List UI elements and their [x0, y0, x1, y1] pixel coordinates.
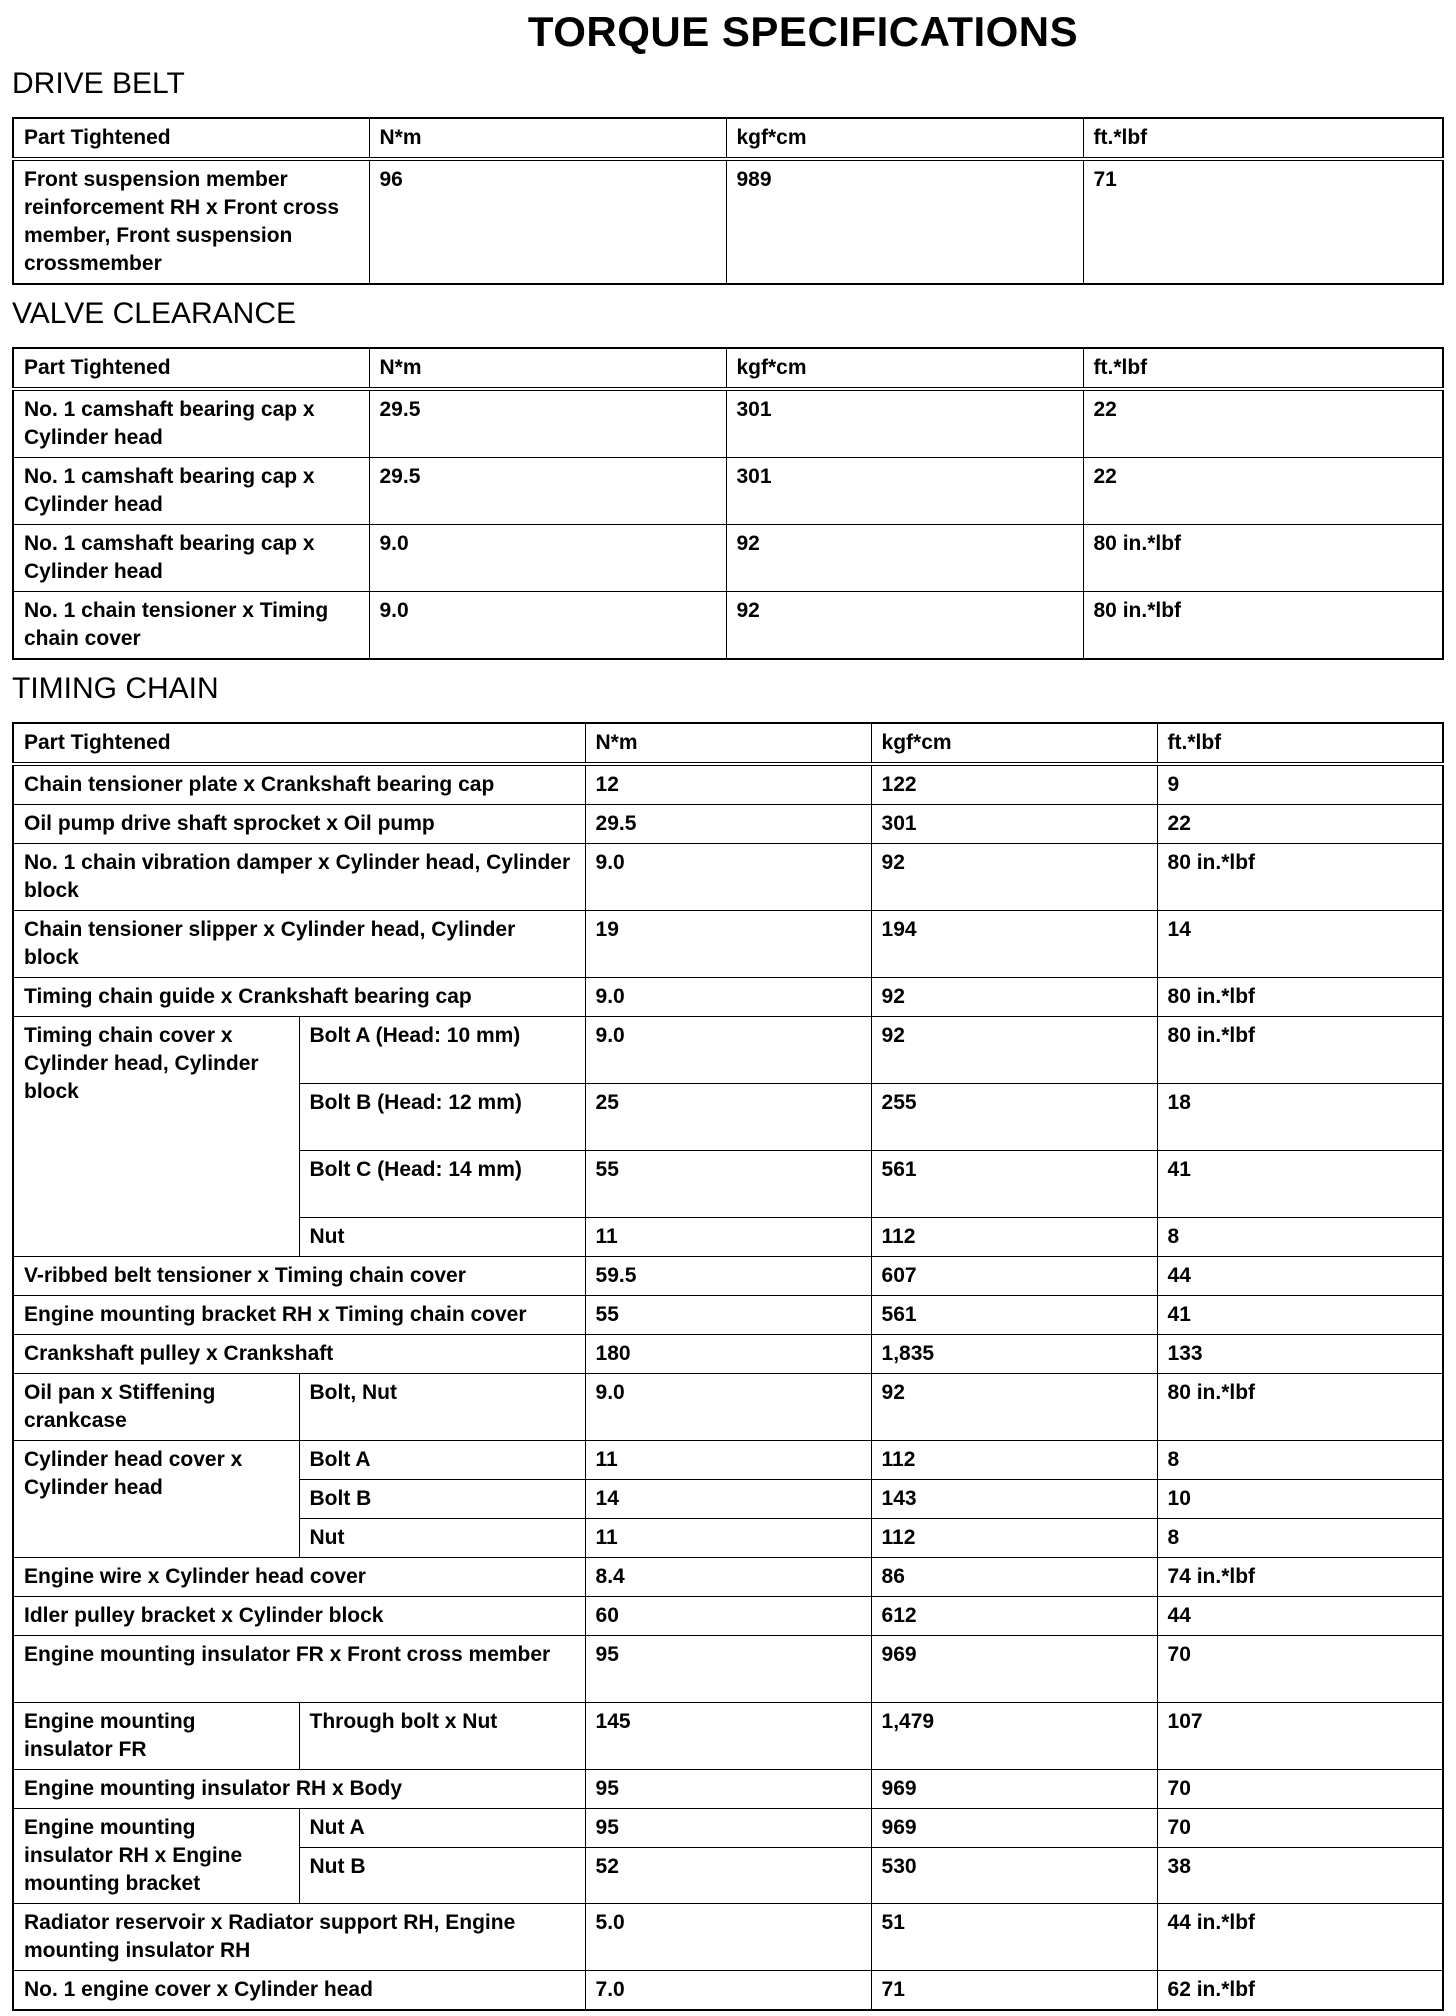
- nm-cell: 180: [585, 1335, 871, 1374]
- ftlbf-cell: 80 in.*lbf: [1157, 844, 1443, 911]
- fastener-cell: Through bolt x Nut: [299, 1703, 585, 1770]
- part-cell: No. 1 chain tensioner x Timing chain cover: [13, 592, 369, 660]
- kgfcm-cell: 112: [871, 1441, 1157, 1480]
- fastener-cell: Bolt B (Head: 12 mm): [299, 1084, 585, 1151]
- ftlbf-cell: 41: [1157, 1151, 1443, 1218]
- part-cell: Cylinder head cover x Cylinder head: [13, 1441, 299, 1558]
- ftlbf-cell: 74 in.*lbf: [1157, 1558, 1443, 1597]
- table-row: [13, 1636, 1443, 1703]
- ftlbf-cell: 70: [1157, 1770, 1443, 1809]
- nm-cell: 7.0: [585, 1971, 871, 2011]
- section-title-timing-chain: TIMING CHAIN: [12, 672, 219, 705]
- part-cell: Idler pulley bracket x Cylinder block: [13, 1597, 585, 1636]
- nm-cell: 29.5: [369, 389, 726, 458]
- kgfcm-cell: 92: [871, 978, 1157, 1017]
- part-cell: No. 1 camshaft bearing cap x Cylinder head: [13, 458, 369, 525]
- ftlbf-cell: 62 in.*lbf: [1157, 1971, 1443, 2011]
- kgfcm-cell: 301: [726, 458, 1083, 525]
- kgfcm-cell: 612: [871, 1597, 1157, 1636]
- table-row: [13, 1257, 1443, 1296]
- part-cell: No. 1 engine cover x Cylinder head: [13, 1971, 585, 2011]
- header-nm: N*m: [369, 118, 726, 159]
- nm-cell: 9.0: [585, 1017, 871, 1084]
- kgfcm-cell: 1,835: [871, 1335, 1157, 1374]
- ftlbf-cell: 80 in.*lbf: [1157, 978, 1443, 1017]
- ftlbf-cell: 71: [1083, 159, 1443, 284]
- header-kgfcm: kgf*cm: [726, 118, 1083, 159]
- kgfcm-cell: 301: [871, 805, 1157, 844]
- table-row: [13, 1971, 1443, 2011]
- ftlbf-cell: 9: [1157, 764, 1443, 805]
- nm-cell: 9.0: [369, 592, 726, 660]
- part-cell: Oil pan x Stiffening crankcase: [13, 1374, 299, 1441]
- nm-cell: 9.0: [585, 844, 871, 911]
- nm-cell: 9.0: [585, 1374, 871, 1441]
- kgfcm-cell: 255: [871, 1084, 1157, 1151]
- kgfcm-cell: 194: [871, 911, 1157, 978]
- table-row: [13, 1770, 1443, 1809]
- part-cell: No. 1 camshaft bearing cap x Cylinder head: [13, 389, 369, 458]
- ftlbf-cell: 70: [1157, 1636, 1443, 1703]
- part-cell: Timing chain cover x Cylinder head, Cylinder block: [13, 1017, 299, 1257]
- table-row: [13, 1296, 1443, 1335]
- kgfcm-cell: 301: [726, 389, 1083, 458]
- part-cell: Chain tensioner slipper x Cylinder head, Cylinder block: [13, 911, 585, 978]
- part-cell: Engine mounting insulator RH x Body: [13, 1770, 585, 1809]
- header-ftlbf: ft.*lbf: [1157, 723, 1443, 764]
- table-row: [13, 1374, 1443, 1441]
- timing-chain-table: [12, 722, 1444, 2011]
- nm-cell: 95: [585, 1809, 871, 1848]
- nm-cell: 12: [585, 764, 871, 805]
- part-cell: Crankshaft pulley x Crankshaft: [13, 1335, 585, 1374]
- fastener-cell: Bolt C (Head: 14 mm): [299, 1151, 585, 1218]
- table-row: [13, 389, 1443, 458]
- part-cell: Oil pump drive shaft sprocket x Oil pump: [13, 805, 585, 844]
- fastener-cell: Nut: [299, 1218, 585, 1257]
- fastener-cell: Nut A: [299, 1809, 585, 1848]
- part-cell: Front suspension member reinforcement RH x Front cross member, Front suspension crossmember: [13, 159, 369, 284]
- kgfcm-cell: 1,479: [871, 1703, 1157, 1770]
- ftlbf-cell: 8: [1157, 1441, 1443, 1480]
- header-ftlbf: ft.*lbf: [1083, 118, 1443, 159]
- ftlbf-cell: 10: [1157, 1480, 1443, 1519]
- kgfcm-cell: 561: [871, 1151, 1157, 1218]
- nm-cell: 11: [585, 1441, 871, 1480]
- kgfcm-cell: 969: [871, 1636, 1157, 1703]
- table-row: [13, 1809, 1443, 1848]
- nm-cell: 9.0: [585, 978, 871, 1017]
- kgfcm-cell: 92: [871, 1017, 1157, 1084]
- nm-cell: 29.5: [369, 458, 726, 525]
- ftlbf-cell: 80 in.*lbf: [1083, 525, 1443, 592]
- fastener-cell: Bolt B: [299, 1480, 585, 1519]
- table-row: [13, 159, 1443, 284]
- nm-cell: 14: [585, 1480, 871, 1519]
- nm-cell: 11: [585, 1519, 871, 1558]
- table-row: [13, 458, 1443, 525]
- ftlbf-cell: 70: [1157, 1809, 1443, 1848]
- kgfcm-cell: 530: [871, 1848, 1157, 1904]
- ftlbf-cell: 14: [1157, 911, 1443, 978]
- kgfcm-cell: 86: [871, 1558, 1157, 1597]
- ftlbf-cell: 80 in.*lbf: [1157, 1017, 1443, 1084]
- nm-cell: 25: [585, 1084, 871, 1151]
- ftlbf-cell: 133: [1157, 1335, 1443, 1374]
- table-row: [13, 1441, 1443, 1480]
- ftlbf-cell: 18: [1157, 1084, 1443, 1151]
- ftlbf-cell: 8: [1157, 1519, 1443, 1558]
- part-cell: Engine mounting bracket RH x Timing chain cover: [13, 1296, 585, 1335]
- ftlbf-cell: 22: [1157, 805, 1443, 844]
- nm-cell: 59.5: [585, 1257, 871, 1296]
- nm-cell: 96: [369, 159, 726, 284]
- part-cell: Engine mounting insulator FR: [13, 1703, 299, 1770]
- ftlbf-cell: 22: [1083, 389, 1443, 458]
- header-part-tightened: Part Tightened: [13, 723, 585, 764]
- table-row: [13, 1335, 1443, 1374]
- header-nm: N*m: [369, 348, 726, 389]
- table-row: [13, 592, 1443, 660]
- kgfcm-cell: 92: [871, 1374, 1157, 1441]
- ftlbf-cell: 8: [1157, 1218, 1443, 1257]
- part-cell: V-ribbed belt tensioner x Timing chain cover: [13, 1257, 585, 1296]
- kgfcm-cell: 969: [871, 1809, 1157, 1848]
- part-cell: No. 1 chain vibration damper x Cylinder head, Cylinder block: [13, 844, 585, 911]
- kgfcm-cell: 969: [871, 1770, 1157, 1809]
- fastener-cell: Bolt, Nut: [299, 1374, 585, 1441]
- table-row: [13, 1558, 1443, 1597]
- ftlbf-cell: 38: [1157, 1848, 1443, 1904]
- fastener-cell: Nut: [299, 1519, 585, 1558]
- kgfcm-cell: 989: [726, 159, 1083, 284]
- kgfcm-cell: 122: [871, 764, 1157, 805]
- part-cell: Engine mounting insulator RH x Engine mounting bracket: [13, 1809, 299, 1904]
- table-row: [13, 1904, 1443, 1971]
- nm-cell: 55: [585, 1296, 871, 1335]
- kgfcm-cell: 71: [871, 1971, 1157, 2011]
- table-row: [13, 805, 1443, 844]
- table-header-row: [13, 723, 1443, 764]
- valve-clearance-table: [12, 347, 1444, 660]
- nm-cell: 11: [585, 1218, 871, 1257]
- kgfcm-cell: 92: [871, 844, 1157, 911]
- kgfcm-cell: 143: [871, 1480, 1157, 1519]
- table-row: [13, 1597, 1443, 1636]
- nm-cell: 145: [585, 1703, 871, 1770]
- table-row: [13, 844, 1443, 911]
- part-cell: Radiator reservoir x Radiator support RH, Engine mounting insulator RH: [13, 1904, 585, 1971]
- header-ftlbf: ft.*lbf: [1083, 348, 1443, 389]
- kgfcm-cell: 112: [871, 1519, 1157, 1558]
- kgfcm-cell: 112: [871, 1218, 1157, 1257]
- section-title-valve-clearance: VALVE CLEARANCE: [12, 297, 296, 330]
- nm-cell: 52: [585, 1848, 871, 1904]
- table-header-row: [13, 348, 1443, 389]
- ftlbf-cell: 80 in.*lbf: [1157, 1374, 1443, 1441]
- ftlbf-cell: 22: [1083, 458, 1443, 525]
- kgfcm-cell: 561: [871, 1296, 1157, 1335]
- ftlbf-cell: 41: [1157, 1296, 1443, 1335]
- ftlbf-cell: 107: [1157, 1703, 1443, 1770]
- fastener-cell: Bolt A: [299, 1441, 585, 1480]
- table-row: [13, 525, 1443, 592]
- kgfcm-cell: 607: [871, 1257, 1157, 1296]
- header-kgfcm: kgf*cm: [726, 348, 1083, 389]
- table-header-row: [13, 118, 1443, 159]
- nm-cell: 5.0: [585, 1904, 871, 1971]
- table-row: [13, 1017, 1443, 1084]
- nm-cell: 19: [585, 911, 871, 978]
- part-cell: Timing chain guide x Crankshaft bearing cap: [13, 978, 585, 1017]
- drive-belt-table: [12, 117, 1444, 285]
- page-title: TORQUE SPECIFICATIONS: [527, 8, 1079, 55]
- ftlbf-cell: 44 in.*lbf: [1157, 1904, 1443, 1971]
- nm-cell: 55: [585, 1151, 871, 1218]
- part-cell: No. 1 camshaft bearing cap x Cylinder head: [13, 525, 369, 592]
- header-nm: N*m: [585, 723, 871, 764]
- ftlbf-cell: 44: [1157, 1597, 1443, 1636]
- header-kgfcm: kgf*cm: [871, 723, 1157, 764]
- header-part-tightened: Part Tightened: [13, 348, 369, 389]
- fastener-cell: Nut B: [299, 1848, 585, 1904]
- header-part-tightened: Part Tightened: [13, 118, 369, 159]
- ftlbf-cell: 80 in.*lbf: [1083, 592, 1443, 660]
- fastener-cell: Bolt A (Head: 10 mm): [299, 1017, 585, 1084]
- table-row: [13, 911, 1443, 978]
- table-row: [13, 764, 1443, 805]
- table-row: [13, 978, 1443, 1017]
- table-row: [13, 1703, 1443, 1770]
- kgfcm-cell: 51: [871, 1904, 1157, 1971]
- nm-cell: 95: [585, 1770, 871, 1809]
- nm-cell: 60: [585, 1597, 871, 1636]
- part-cell: Engine wire x Cylinder head cover: [13, 1558, 585, 1597]
- nm-cell: 8.4: [585, 1558, 871, 1597]
- nm-cell: 9.0: [369, 525, 726, 592]
- section-title-drive-belt: DRIVE BELT: [12, 67, 185, 100]
- nm-cell: 95: [585, 1636, 871, 1703]
- kgfcm-cell: 92: [726, 592, 1083, 660]
- kgfcm-cell: 92: [726, 525, 1083, 592]
- part-cell: Engine mounting insulator FR x Front cross member: [13, 1636, 585, 1703]
- part-cell: Chain tensioner plate x Crankshaft bearing cap: [13, 764, 585, 805]
- ftlbf-cell: 44: [1157, 1257, 1443, 1296]
- nm-cell: 29.5: [585, 805, 871, 844]
